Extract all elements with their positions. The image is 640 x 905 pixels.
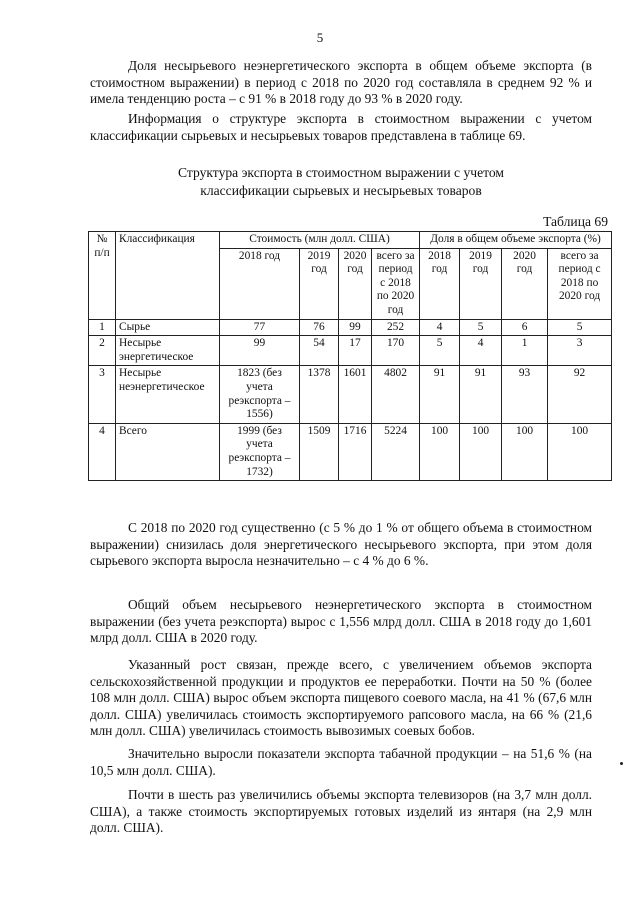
cell-cost-2018: 1999 (без учета реэкспорта – 1732) <box>220 423 300 480</box>
cell-cost-total: 4802 <box>372 366 420 423</box>
table-header-row <box>89 232 612 249</box>
table-row <box>89 336 612 366</box>
cell-cost-2019: 1509 <box>300 423 339 480</box>
header-cost-2020: 2020 год <box>339 248 372 319</box>
table-row <box>89 423 612 480</box>
cell-cost-2020: 99 <box>339 319 372 336</box>
cell-cost-2019: 76 <box>300 319 339 336</box>
paragraph-nonraw-volume: Общий объем несырьевого неэнергетического экспорта в стоимостном выражении (без учета реэкспорта) вырос с 1,556 млрд долл. США в 2018 году до 1,601 млрд долл. США в 2020 году. <box>90 597 592 645</box>
cell-name: Несырье неэнергетическое <box>116 366 220 423</box>
cell-share-2020: 93 <box>502 366 548 423</box>
cell-share-2018: 100 <box>420 423 460 480</box>
paragraph-nonraw-share: Доля несырьевого неэнергетического экспорта в общем объеме экспорта (в стоимостном выражении) в период с 2018 по 2020 год составляла в среднем 92 % и имела тенденцию роста – с 91 % в 2018 году до 93 % в 2020 году. <box>90 58 592 106</box>
cell-share-2018: 91 <box>420 366 460 423</box>
table-caption-line-2: классификации сырьевых и несырьевых товаров <box>200 183 482 198</box>
scan-dot <box>620 762 623 765</box>
header-cost-total: всего за период с 2018 по 2020 год <box>372 248 420 319</box>
cell-cost-total: 5224 <box>372 423 420 480</box>
cell-share-2019: 5 <box>460 319 502 336</box>
cell-num: 1 <box>89 319 116 336</box>
cell-num: 3 <box>89 366 116 423</box>
cell-cost-2020: 1716 <box>339 423 372 480</box>
cell-cost-2020: 1601 <box>339 366 372 423</box>
cell-cost-2018: 77 <box>220 319 300 336</box>
cell-share-2018: 4 <box>420 319 460 336</box>
header-cost-group: Стоимость (млн долл. США) <box>220 232 420 249</box>
cell-share-2020: 6 <box>502 319 548 336</box>
cell-share-2018: 5 <box>420 336 460 366</box>
header-num: № п/п <box>89 232 116 320</box>
header-classification: Классификация <box>116 232 220 320</box>
paragraph-energy-share: С 2018 по 2020 год существенно (с 5 % до 1 % от общего объема в стоимостном выражении) снизилась доля энергетического несырьевого экспорта, при этом доля сырьевого экспорта выросла незначительно – с 4 % до 6 %. <box>90 520 592 568</box>
cell-num: 4 <box>89 423 116 480</box>
paragraph-tobacco: Значительно выросли показатели экспорта табачной продукции – на 51,6 % (на 10,5 млн долл. США). <box>90 746 592 778</box>
header-share-2018: 2018 год <box>420 248 460 319</box>
paragraph-growth-reasons: Указанный рост связан, прежде всего, с увеличением объемов экспорта сельскохозяйственной продукции и продуктов ее переработки. Почти на 50 % (более 108 млн долл. США) вырос объем экспорта пищевого соевого масла, на 41 % (67,6 млн долл. США) увеличилась стоимость экспортируемого рапсового масла, на 66 % (21,6 млн долл. США) увеличилась стоимость вывозимых соевых бобов. <box>90 657 592 738</box>
cell-name: Несырье энергетическое <box>116 336 220 366</box>
cell-share-total: 3 <box>548 336 612 366</box>
cell-cost-2018: 1823 (без учета реэкспорта – 1556) <box>220 366 300 423</box>
cell-cost-total: 252 <box>372 319 420 336</box>
page-number: 5 <box>316 30 324 45</box>
cell-cost-2020: 17 <box>339 336 372 366</box>
header-share-2019: 2019 год <box>460 248 502 319</box>
header-cost-2018: 2018 год <box>220 248 300 319</box>
export-structure-table <box>88 231 612 481</box>
table-row <box>89 366 612 423</box>
cell-share-2019: 4 <box>460 336 502 366</box>
header-share-group: Доля в общем объеме экспорта (%) <box>420 232 612 249</box>
cell-share-2019: 91 <box>460 366 502 423</box>
cell-share-2019: 100 <box>460 423 502 480</box>
paragraph-table-intro: Информация о структуре экспорта в стоимостном выражении с учетом классификации сырьевых и несырьевых товаров представлена в таблице 69. <box>90 111 592 143</box>
cell-share-2020: 1 <box>502 336 548 366</box>
header-share-2020: 2020 год <box>502 248 548 319</box>
cell-cost-2018: 99 <box>220 336 300 366</box>
cell-name: Сырье <box>116 319 220 336</box>
header-share-total: всего за период с 2018 по 2020 год <box>548 248 612 319</box>
cell-cost-2019: 54 <box>300 336 339 366</box>
cell-cost-total: 170 <box>372 336 420 366</box>
header-cost-2019: 2019 год <box>300 248 339 319</box>
table-caption-line-1: Структура экспорта в стоимостном выражении с учетом <box>177 165 505 180</box>
cell-share-total: 92 <box>548 366 612 423</box>
cell-share-2020: 100 <box>502 423 548 480</box>
cell-num: 2 <box>89 336 116 366</box>
cell-name: Всего <box>116 423 220 480</box>
cell-share-total: 5 <box>548 319 612 336</box>
cell-share-total: 100 <box>548 423 612 480</box>
cell-cost-2019: 1378 <box>300 366 339 423</box>
table-row <box>89 319 612 336</box>
table-label: Таблица 69 <box>543 214 608 229</box>
paragraph-tv-amber: Почти в шесть раз увеличились объемы экспорта телевизоров (на 3,7 млн долл. США), а также стоимость экспортируемых готовых изделий из янтаря (на 2,9 млн долл. США). <box>90 787 592 835</box>
